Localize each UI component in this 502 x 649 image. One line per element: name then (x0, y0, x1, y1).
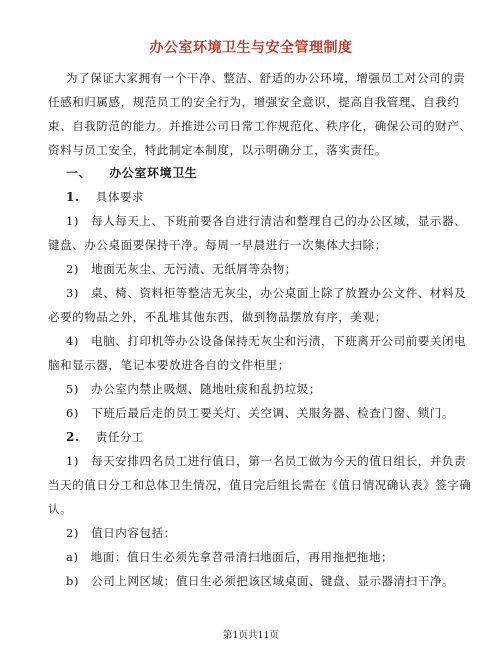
intro-line-4: 资料与员工安全，特此制定本制度，以示明确分工，落实责任。 (48, 143, 387, 157)
subsection-2-number: 2. (66, 430, 80, 444)
section-1-number: 一、 (66, 166, 92, 180)
page-footer: 第1页共11页 (222, 630, 280, 641)
requirement-2: 2) 地面无灰尘、无污渍、无纸屑等杂物； (66, 262, 297, 276)
duty-a: a) 地面：值日生必须先拿苕帚清扫地面后，再用拖把拖地； (66, 550, 394, 564)
requirement-6: 6) 下班后最后走的员工要关灯、关空调、关服务器、检查门窗、锁门。 (66, 406, 455, 420)
subsection-2-heading (66, 430, 144, 444)
subsection-1-heading (66, 190, 144, 204)
duty-1-line-2: 当天的值日分工和总体卫生情况，值日完后组长需在《值日情况确认表》签字确 (48, 478, 472, 492)
duty-2: 2) 值日内容包括： (66, 526, 176, 540)
section-1-title: 办公室环境卫生 (109, 166, 198, 180)
requirement-1-line-1: 1) 每人每天上、下班前要各自进行清洁和整理自己的办公区域，显示器、 (66, 214, 467, 228)
duty-1-line-3: 认。 (48, 502, 73, 516)
duty-1-line-1: 1) 每天安排四名员工进行值日，第一名员工做为今天的值日组长，并负责 (66, 454, 467, 468)
requirement-1-line-2: 键盘、办公桌面要保持干净。每周一早晨进行一次集体大扫除； (48, 238, 387, 252)
intro-line-3: 束、自我防范的能力。并推进公司日常工作规范化、秩序化，确保公司的财产、 (48, 119, 472, 133)
requirement-3-line-1: 3) 桌、椅、资料柜等整洁无灰尘，办公桌面上除了放置办公文件、材料及 (66, 286, 467, 300)
requirement-4-line-1: 4) 电脑、打印机等办公设备保持无灰尘和污渍，下班离开公司前要关闭电 (66, 334, 467, 348)
intro-line-2: 任感和归属感，规范员工的安全行为，增强安全意识，提高自我管理、自我约 (48, 95, 460, 109)
section-1-heading (66, 166, 197, 180)
requirement-5: 5) 办公室内禁止吸烟、随地吐痰和乱扔垃圾； (66, 382, 322, 396)
duty-b: b) 公司上网区域：值日生必须把该区域桌面、键盘、显示器清扫干净。 (66, 574, 455, 588)
document-title: 办公室环境卫生与安全管理制度 (149, 40, 353, 56)
subsection-1-number: 1. (66, 190, 80, 204)
intro-line-1: 为了保证大家拥有一个干净、整洁、舒适的办公环境，增强员工对公司的责 (66, 71, 466, 85)
requirement-3-line-2: 必要的物品之外，不乱堆其他东西，做到物品摆放有序，美观； (48, 310, 387, 324)
subsection-2-title: 责任分工 (95, 430, 145, 444)
subsection-1-title: 具体要求 (95, 190, 145, 204)
requirement-4-line-2: 脑和显示器，笔记本要放进各自的文件柜里； (48, 358, 290, 372)
